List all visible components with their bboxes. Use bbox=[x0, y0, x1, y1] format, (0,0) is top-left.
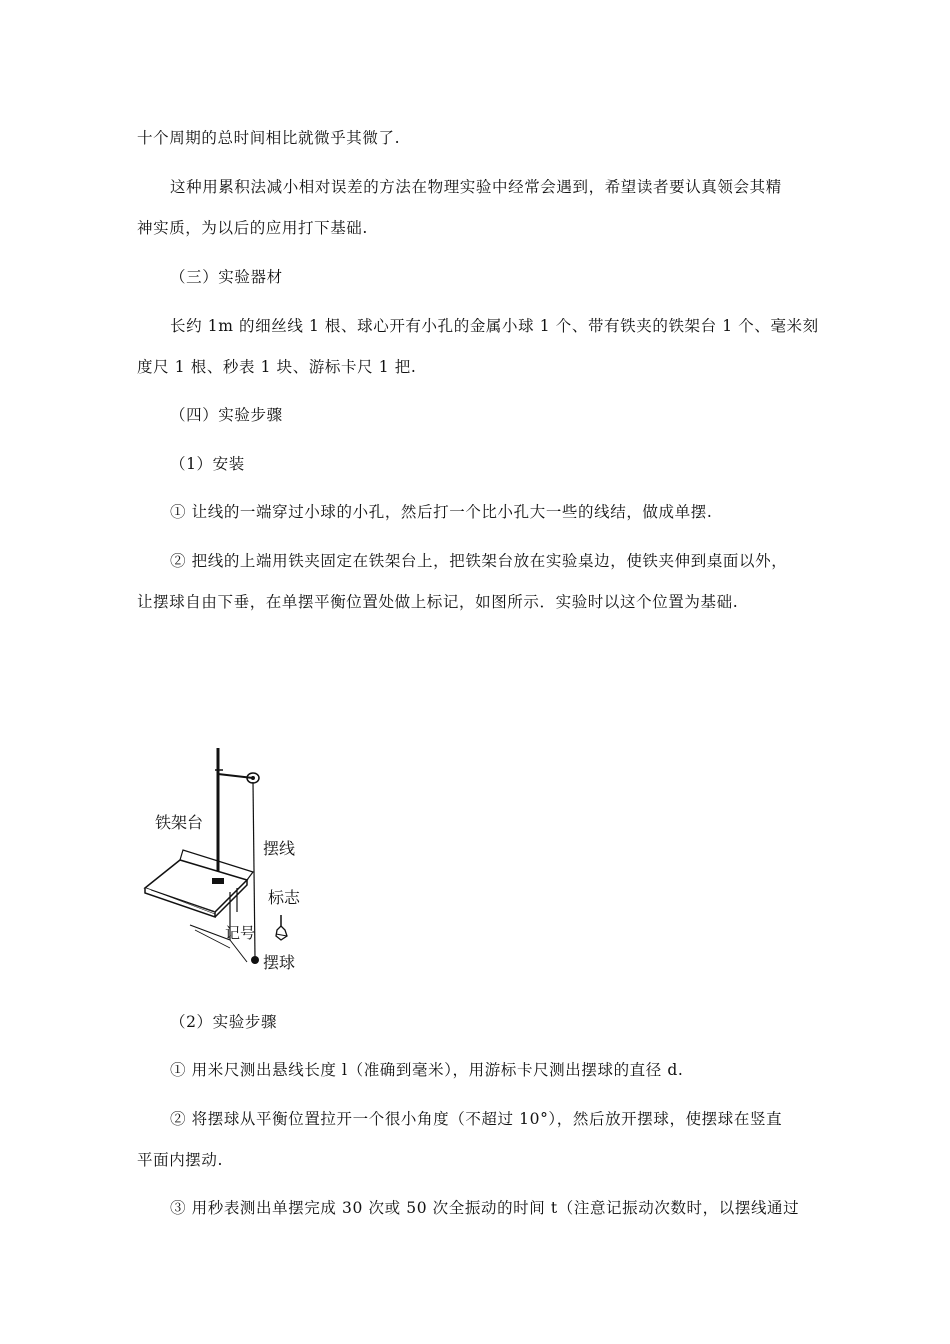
label-note: 记号 bbox=[225, 924, 256, 942]
paragraph-text: 神实质，为以后的应用打下基础. bbox=[137, 219, 368, 237]
step-text: 平面内摆动. bbox=[137, 1151, 224, 1169]
label-ball: 摆球 bbox=[263, 953, 296, 972]
pendulum-figure bbox=[135, 740, 315, 980]
label-string: 摆线 bbox=[263, 839, 296, 858]
step-text: 让摆球自由下垂，在单摆平衡位置处做上标记，如图所示．实验时以这个位置为基础. bbox=[137, 593, 739, 611]
step-text: ① 用米尺测出悬线长度 l（准确到毫米），用游标卡尺测出摆球的直径 d. bbox=[170, 1061, 684, 1079]
step-text: ② 把线的上端用铁夹固定在铁架台上，把铁架台放在实验桌边，使铁夹伸到桌面以外， bbox=[170, 552, 788, 570]
label-mark: 标志 bbox=[268, 888, 301, 907]
pendulum-diagram bbox=[135, 740, 315, 980]
step-text: ③ 用秒表测出单摆完成 30 次或 50 次全振动的时间 t（注意记振动次数时，以摆线通过 bbox=[170, 1199, 800, 1217]
label-stand: 铁架台 bbox=[155, 813, 204, 832]
paragraph-text: 这种用累积法减小相对误差的方法在物理实验中经常会遇到，希望读者要认真领会其精 bbox=[170, 178, 782, 196]
step-text: ① 让线的一端穿过小球的小孔，然后打一个比小孔大一些的线结，做成单摆. bbox=[170, 503, 713, 521]
paragraph-text: 十个周期的总时间相比就微乎其微了. bbox=[137, 129, 401, 147]
section-heading: （三）实验器材 bbox=[170, 268, 283, 286]
paragraph-text: 长约 1m 的细丝线 1 根、球心开有小孔的金属小球 1 个、带有铁夹的铁架台 1 个、毫米刻 bbox=[170, 317, 819, 335]
section-heading: （四）实验步骤 bbox=[170, 406, 283, 424]
subsection-heading: （1）安装 bbox=[170, 455, 245, 473]
subsection-heading: （2）实验步骤 bbox=[170, 1013, 278, 1031]
paragraph-text: 度尺 1 根、秒表 1 块、游标卡尺 1 把. bbox=[137, 358, 417, 376]
step-text: ② 将摆球从平衡位置拉开一个很小角度（不超过 10°），然后放开摆球，使摆球在竖直 bbox=[170, 1110, 783, 1128]
